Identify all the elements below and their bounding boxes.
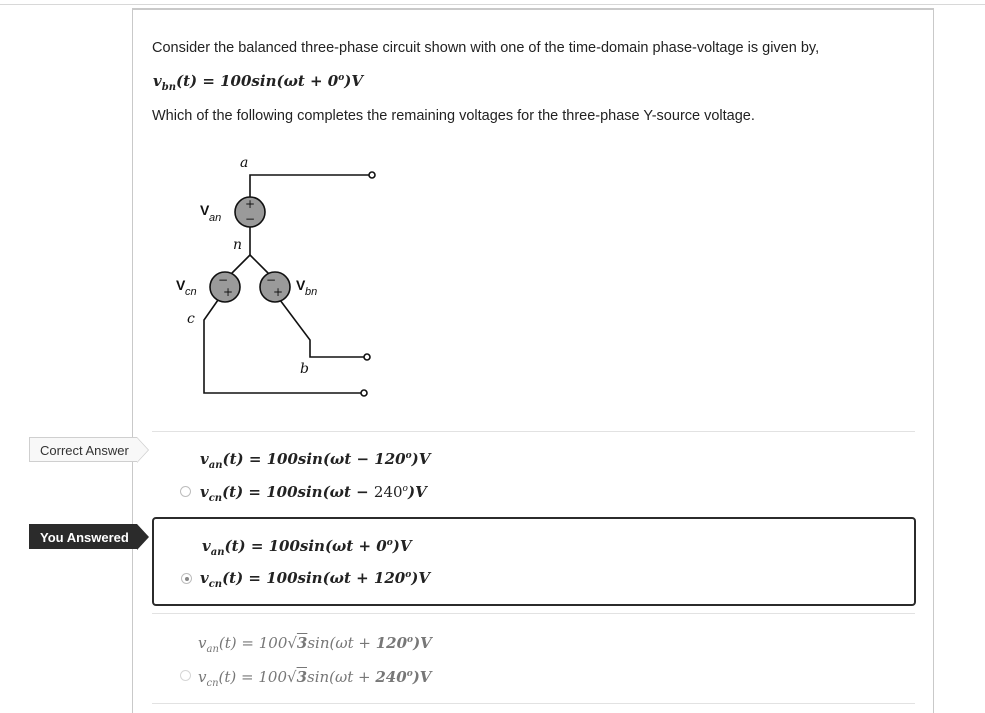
- divider: [152, 703, 915, 704]
- option-2-radio[interactable]: [181, 573, 192, 584]
- node-a-label: a: [240, 155, 249, 171]
- label-vcn: V: [176, 277, 186, 293]
- label-van: V: [200, 202, 210, 218]
- selected-answer-box: [152, 517, 916, 606]
- you-answered-tag: You Answered: [29, 524, 137, 549]
- label-vcn-sub: cn: [185, 286, 197, 298]
- node-c-label: c: [187, 311, 195, 327]
- van-minus: −: [244, 212, 256, 226]
- option-3-van: $v_{an}(t) = 100√3\sin(\omega t + 120^o)V$: [198, 634, 432, 655]
- label-vbn-sub: bn: [305, 286, 318, 298]
- vbn-plus: +: [272, 285, 284, 299]
- given-voltage: $v_{bn}(t) = 100\sin(\omega t + 0^o)V$: [153, 72, 364, 93]
- correct-answer-tag: Correct Answer: [29, 437, 137, 462]
- top-divider: [0, 4, 985, 5]
- van-plus: +: [244, 197, 256, 211]
- divider: [152, 613, 915, 614]
- option-1-vcn: $v_{cn}(t) = 100\sin(\omega t - 240^o)V$: [200, 483, 427, 504]
- three-phase-circuit-diagram: [160, 145, 400, 410]
- option-3-radio[interactable]: [180, 670, 191, 681]
- label-vbn: V: [296, 277, 306, 293]
- option-1-radio[interactable]: [180, 486, 191, 497]
- label-van-sub: an: [209, 212, 222, 224]
- option-2-vcn: $v_{cn}(t) = 100\sin(\omega t + 120^o)V$: [200, 569, 430, 590]
- vcn-plus: +: [222, 285, 234, 299]
- option-1-van: $v_{an}(t) = 100\sin(\omega t - 120^o)V$: [200, 450, 431, 471]
- vbn-minus: −: [265, 273, 277, 287]
- option-3-vcn: $v_{cn}(t) = 100√3\sin(\omega t + 240^o)V$: [198, 668, 432, 689]
- divider: [152, 431, 915, 432]
- question-prompt: Which of the following completes the remaining voltages for the three-phase Y-source voltage.: [152, 108, 755, 124]
- vcn-minus: −: [217, 273, 229, 287]
- node-n-label: n: [233, 237, 243, 253]
- option-2-van: $v_{an}(t) = 100\sin(\omega t + 0^o)V$: [202, 537, 412, 558]
- node-b-label: b: [300, 361, 309, 377]
- question-intro: Consider the balanced three-phase circuit shown with one of the time-domain phase-voltage is given by,: [152, 40, 820, 56]
